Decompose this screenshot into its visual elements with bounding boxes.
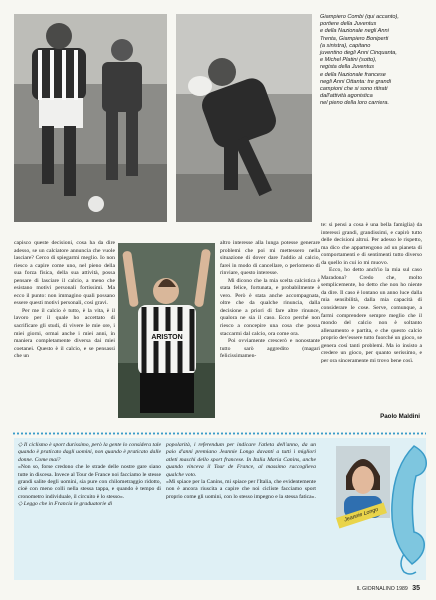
author-signature: Paolo Maldini [380, 413, 420, 420]
caption-line: nel pieno della loro carriera. [320, 100, 390, 107]
svg-text:ARISTON: ARISTON [151, 334, 183, 341]
article-paragraph: capisco queste decisioni, cosa ha da dire adesso, se un calciatore annuncia che vuole lasciare? Cerco di spiegarmi meglio. Io non riesco a capire come uno, nel pieno della sua forza fisica, della sua attività, possa pensare di lasciare il calcio, a meno che esistano motivi personali fortissimi. Ma ecco il punto: non immagino quali possano essere questi motivi personali, così gravi. [14, 240, 115, 307]
caption-line: portiere della Juventus [320, 21, 377, 28]
article-paragraph: te: si pensi a cosa è una bella famiglia) da interessi grandi, grandissimi, e capirò tutto delle decisioni altrui. Per adesso le rispetto, ma dico che appartengono ad un pianeta di comportamenti e di sentimenti tutto diverso da quello in cui io mi muovo. [321, 222, 422, 266]
caption-line: Trenta, Giampiero Boniperti [320, 35, 389, 42]
caption-line: e della Nazionale francese [320, 71, 386, 78]
article-paragraph: Ecco, ho detto anch'io la mia sul caso Maradona? Credo che, molto semplicemente, ho detto che non ho niente da dire. Il caso è lontano un anno luce dalla mia sensibilità, dalla mia capacità di considerare le cose. Serve, comunque, a farmi comprendere sempre meglio che il mondo del calcio non è soltanto allenamento e partita, e che questo calcio proprio dev'essere tutto fuorché un gioco, se genera così tanti problemi. Ma io insisto a credere un gioco, per quanto serissimo, e per ora sinceramente mi trovo bene così. [321, 267, 422, 364]
article-paragraph: altro interesse alla lunga potesse generare problemi che poi mi mettessero nella situazione di dover dare l'addio al calcio, farei in modo di cancellare, o perlomeno di rinviare, questo interesse. [220, 240, 320, 277]
article-paragraph: Poi ovviamente crescerò e nonostante tutto sarò aggredito (magari felicissimamen- [220, 338, 320, 360]
article-column-1 [14, 240, 115, 361]
boniperti-photo [14, 14, 167, 222]
interview-answer: «Mi spiace per la Canins, mi spiace per l'Italia, che evidentemente non è ancora riuscita a capire che noi cicliste facciamo sport proprio come gli uomini, con lo stesso impegno e la stessa fatica». [166, 479, 316, 500]
article-paragraph: Mi dicono che la mia scelta calcistica è stata felice, fortunata, e probabilmente è vero. Però è stata anche accompagnata, oltre che da qualche rinuncia, dalla decisione a priori di fare altre rinunce, qualora ne sia il caso. Ecco perché non riesco a concepire una cosa che possa staccarmi dal calcio, ora come ora. [220, 277, 320, 337]
platini-photo [118, 243, 215, 418]
article-paragraph: Per me il calcio è tutto, è la vita, è il lavoro per il quale ho accettato di sacrificare gli studi, di vivere le mie ore, i miei giorni, ormai anche i miei anni, in maniera completamente diversa dai miei coetanei. Questo è il calcio, e se pensassi che un [14, 307, 115, 360]
caption-line: dall'attività agonistica [320, 93, 373, 100]
page-footer [357, 585, 420, 592]
caption-line: campioni che si sono ritirati [320, 86, 388, 93]
page-number: 35 [412, 585, 420, 592]
interview-question: ◇ Il ciclismo è sport durissimo, però la gente lo considera tale quando è praticato dagli uomini, non quando è praticato dalle donne. Come mai? [18, 442, 161, 463]
separator-dots [12, 432, 426, 435]
caption-line: e della Nazionale negli Anni [320, 28, 389, 35]
photo-caption [320, 14, 432, 108]
caption-line: regista della Juventus [320, 64, 375, 71]
interview-question: popolarità, i referendum per indicare l'atleta dell'anno, da un paio d'anni premiano Jeannie Longo davanti a tutti i migliori atleti maschi dello sport francese. In Italia Maria Canins, anche quando vinceva il Tour de France, al massimo raccoglieva qualche voto. [166, 442, 316, 478]
combi-photo [176, 14, 312, 222]
caption-line: (a sinistra), capitano [320, 42, 371, 49]
interview-column-2 [166, 442, 316, 501]
issue-label: IL GIORNALINO 1989 [356, 586, 408, 592]
caption-line: e Michel Platini (sotto), [320, 57, 377, 64]
interview-question: ◇ Leggo che in Francia le graduatorie di [18, 501, 113, 508]
longo-name-tag: Jeannie Longo [336, 503, 387, 529]
telephone-icon [384, 444, 432, 576]
caption-line: negli Anni Ottanta: tre grandi [320, 78, 392, 85]
interview-column-1 [18, 442, 161, 509]
caption-line: Giampiero Combi (qui accanto), [320, 14, 399, 20]
interview-answer: «Non so, forse credono che le strade delle nostre gare siano tutte in discesa. Invece al Tour de France noi facciamo le stesse grandi salite degli uomini, sia pure con chilometraggio ridotto, cioè con meno colli nella stessa tappa, e quando è tempo di cronometro individuale, il circuito è lo stesso». [18, 464, 161, 500]
article-column-2 [220, 240, 320, 361]
article-column-3 [321, 222, 422, 365]
caption-line: juventino degli Anni Cinquanta, [320, 50, 397, 57]
